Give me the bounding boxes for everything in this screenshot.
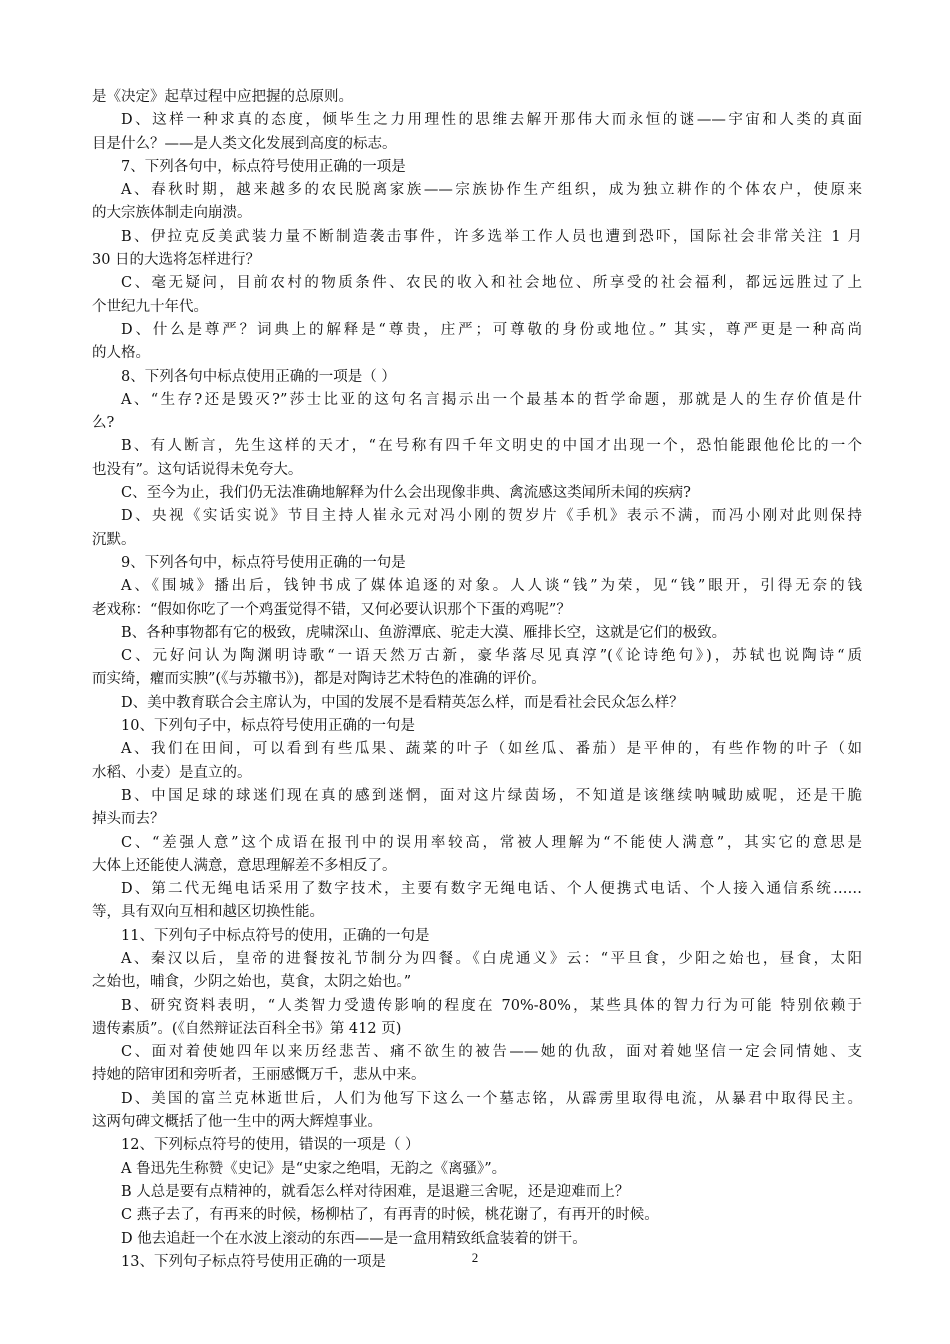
text-line: 30 日的大选将怎样进行？ (92, 252, 261, 269)
text-line: D、这样一种求真的态度，倾毕生之力用理性的思维去解开那伟大而永恒的谜——宇宙和人类的真面 (121, 112, 862, 129)
text-line: 个世纪九十年代。 (92, 298, 208, 315)
text-line: A、春秋时期，越来越多的农民脱离家族——宗族协作生产组织，成为独立耕作的个体农户，使原来 (121, 182, 862, 199)
text-line: 12、下列标点符号的使用，错误的一项是（ ） (121, 1137, 420, 1154)
document-body (92, 86, 862, 1274)
text-line: D、美国的富兰克林逝世后，人们为他写下这么一个墓志铭，从霹雳里取得电流，从暴君中取得民主。 (121, 1090, 862, 1107)
text-line: 之始也，晡食，少阴之始也，莫食，太阴之始也。” (92, 974, 412, 991)
text-line: D、央视《实话实说》节目主持人崔永元对冯小刚的贺岁片《手机》表示不满，而冯小刚对此则保持 (121, 508, 862, 525)
text-line: 遗传素质”。(《自然辩证法百科全书》第 412 页) (92, 1020, 402, 1037)
text-line: D、什么是尊严？词典上的解释是“尊贵，庄严；可尊敬的身份或地位。” 其实，尊严更是一种高尚 (121, 321, 862, 338)
text-line: 老戏称：“假如你吃了一个鸡蛋觉得不错，又何必要认识那个下蛋的鸡呢”？ (92, 601, 571, 618)
text-line: 9、下列各句中，标点符号使用正确的一句是 (121, 554, 406, 571)
text-line: C 燕子去了，有再来的时候，杨柳枯了，有再青的时候，桃花谢了，有再开的时候。 (121, 1207, 659, 1224)
text-line: 沉默。 (92, 531, 136, 548)
text-line: B、中国足球的球迷们现在真的感到迷惘，面对这片绿茵场，不知道是该继续呐喊助威呢，还是干脆 (121, 787, 862, 804)
text-line: 水稻、小麦）是直立的。 (92, 764, 252, 781)
text-line: 的人格。 (92, 345, 150, 362)
text-line: B 人总是要有点精神的，就看怎么样对待困难，是退避三舍呢，还是迎难而上？ (121, 1183, 630, 1200)
text-line: 7、下列各句中，标点符号使用正确的一项是 (121, 158, 406, 175)
text-line: 这两句碑文概括了他一生中的两大辉煌事业。 (92, 1114, 382, 1131)
text-line: D、美中教育联合会主席认为，中国的发展不是看精英怎么样，而是看社会民众怎么样？ (121, 694, 684, 711)
text-line: B、伊拉克反美武装力量不断制造袭击事件，许多选举工作人员也遭到恐吓，国际社会非常关注 1 月 (121, 228, 862, 245)
text-line: C、元好问认为陶渊明诗歌“一语天然万古新，豪华落尽见真淳”(《论诗绝句》)，苏轼也说陶诗“质 (121, 648, 862, 665)
text-line: 而实绮，癯而实腴”(《与苏辙书》)，都是对陶诗艺术特色的准确的评价。 (92, 671, 546, 688)
text-line: C、毫无疑问，目前农村的物质条件、农民的收入和社会地位、所享受的社会福利，都远远胜过了上 (121, 275, 862, 292)
text-line: 也没有”。这句话说得未免夸大。 (92, 461, 303, 478)
text-line: A 鲁迅先生称赞《史记》是“史家之绝唱，无韵之《离骚》”。 (121, 1160, 507, 1177)
text-line: 等，具有双向互相和越区切换性能。 (92, 904, 324, 921)
text-line: 的大宗族体制走向崩溃。 (92, 205, 252, 222)
text-line: D 他去追赶一个在水波上滚动的东西——是一盒用精致纸盒装着的饼干。 (121, 1230, 587, 1247)
page-number: 2 (471, 1250, 479, 1265)
text-line: C、面对着使她四年以来历经悲苦、痛不欲生的被告——她的仇敌，面对着她坚信一定会同情她、支 (121, 1044, 862, 1061)
text-line: 持她的陪审团和旁听者，王丽感慨万千，悲从中来。 (92, 1067, 426, 1084)
text-line: 8、下列各句中标点使用正确的一项是（ ） (121, 368, 396, 385)
text-line: B、有人断言，先生这样的天才，“在号称有四千年文明史的中国才出现一个，恐怕能跟他伦比的一个 (121, 438, 862, 455)
text-line: 13、下列句子标点符号使用正确的一项是 (121, 1253, 386, 1270)
text-line: A、“生存?还是毁灭?”莎士比亚的这句名言揭示出一个最基本的哲学命题，那就是人的生存价值是什 (121, 391, 862, 408)
text-line: 掉头而去？ (92, 811, 165, 828)
text-line: 目是什么？——是人类文化发展到高度的标志。 (92, 135, 397, 152)
text-line: A、秦汉以后，皇帝的进餐按礼节制分为四餐。《白虎通义》云：“平旦食，少阳之始也，昼食，太阳 (121, 950, 862, 967)
text-line: B、研究资料表明，“人类智力受遗传影响的程度在 70%-80%，某些具体的智力行为可能 特别依赖于 (121, 997, 862, 1014)
text-line: A、我们在田间，可以看到有些瓜果、蔬菜的叶子（如丝瓜、番茄）是平伸的，有些作物的叶子（如 (121, 741, 862, 758)
text-line: 大体上还能使人满意，意思理解差不多相反了。 (92, 857, 397, 874)
text-line: C、至今为止，我们仍无法准确地解释为什么会出现像非典、禽流感这类闻所未闻的疾病? (121, 485, 691, 502)
text-line: A、《围城》播出后，钱钟书成了媒体追逐的对象。人人谈“钱”为荣，见“钱”眼开，引得无奈的钱 (121, 578, 862, 595)
text-line: D、第二代无绳电话采用了数字技术，主要有数字无绳电话、个人便携式电话、个人接入通信系统…… (121, 881, 862, 898)
text-line: 10、下列句子中，标点符号使用正确的一句是 (121, 718, 415, 735)
text-line: 11、下列句子中标点符号的使用，正确的一句是 (121, 927, 430, 944)
text-line: C、“差强人意”这个成语在报刊中的误用率较高，常被人理解为“不能使人满意”，其实它的意思是 (121, 834, 862, 851)
text-line: 是《决定》起草过程中应把握的总原则。 (92, 89, 353, 105)
text-line: B、各种事物都有它的极致，虎啸深山、鱼游潭底、驼走大漠、雁排长空，这就是它们的极致。 (121, 624, 727, 641)
text-line: 么? (92, 415, 115, 432)
